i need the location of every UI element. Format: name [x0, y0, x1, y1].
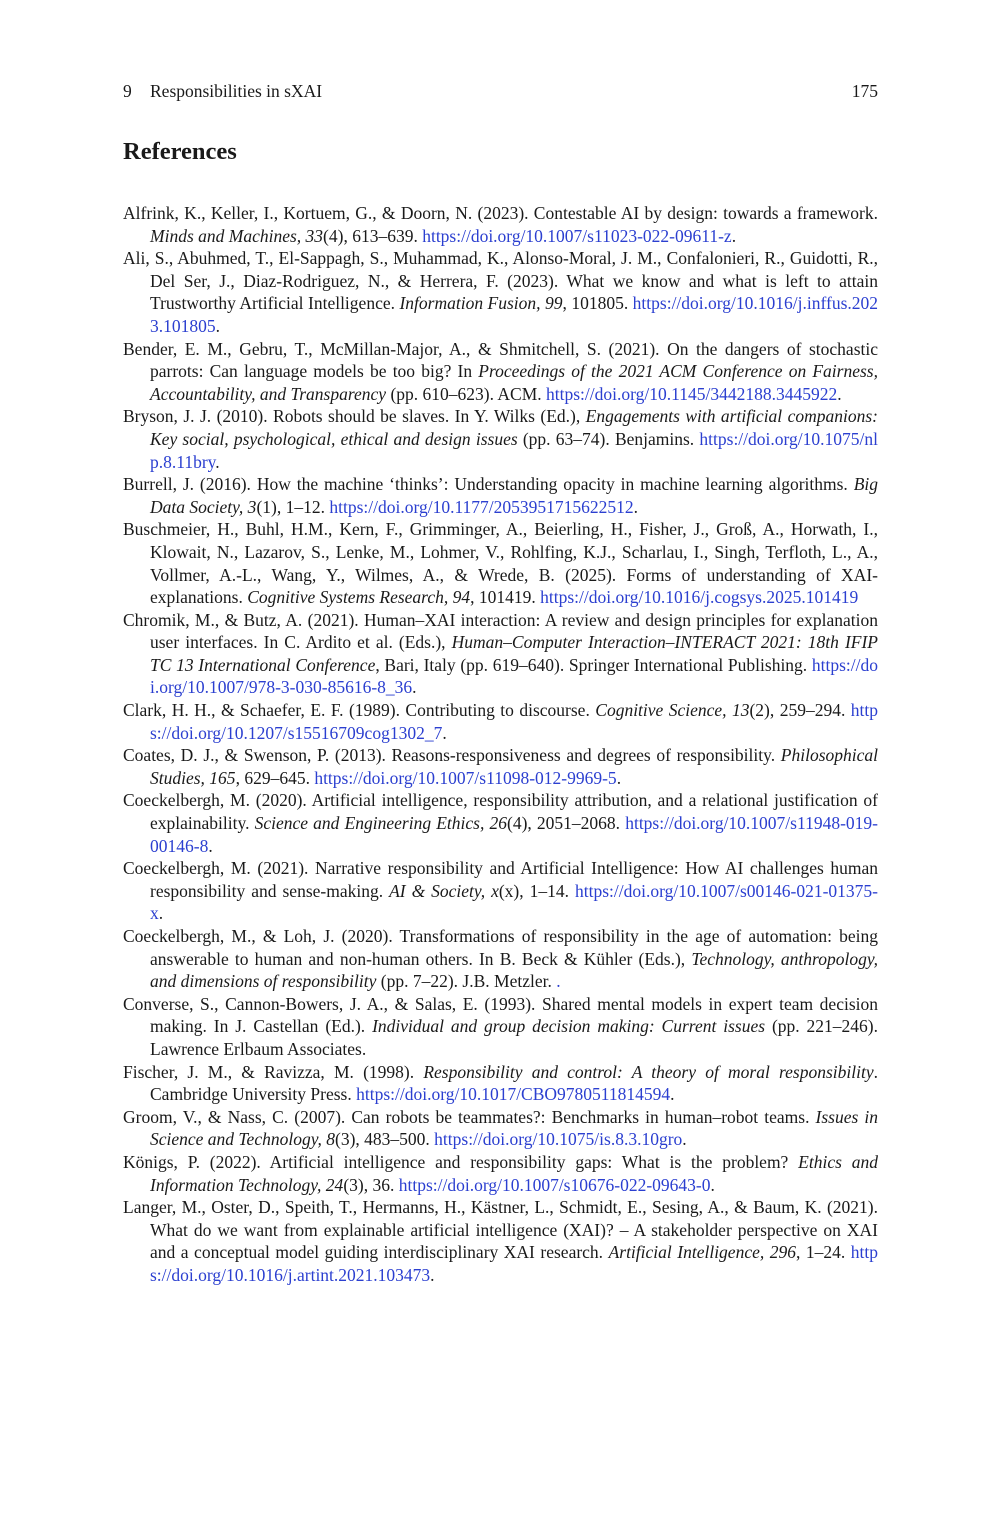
reference-text: Alfrink, K., Keller, I., Kortuem, G., & Doorn, N. (2023). Contestable AI by design: towards a framework.: [123, 203, 878, 223]
reference-text: (3), 483–500.: [335, 1129, 435, 1150]
section-title: References: [123, 138, 237, 165]
reference-text: .: [682, 1129, 687, 1150]
reference-entry: [123, 744, 878, 789]
reference-text: Königs, P. (2022). Artificial intelligence and responsibility gaps: What is the problem?: [123, 1151, 799, 1172]
reference-text: Coates, D. J., & Swenson, P. (2013). Reasons-responsiveness and degrees of responsibility.: [123, 745, 781, 766]
reference-source-title: Responsibility and control: A theory of moral responsibility: [423, 1061, 874, 1082]
reference-text: .: [731, 225, 737, 246]
doi-link[interactable]: https://doi.org/10.1075/is.8.3.10gro: [434, 1129, 683, 1150]
reference-source-title: Cognitive Systems Research, 94: [247, 587, 471, 608]
reference-text: , 101419.: [470, 587, 541, 608]
reference-text: . Cambridge University Press.: [150, 1061, 879, 1105]
reference-source-title: Artificial Intelligence, 296: [608, 1242, 796, 1263]
reference-text: (1), 1–12.: [256, 496, 330, 517]
reference-text: Converse, S., Cannon-Bowers, J. A., & Salas, E. (1993). Shared mental models in expert team decision making. In J. Castellan (Ed.).: [123, 993, 878, 1037]
reference-text: (4), 613–639.: [323, 225, 423, 246]
reference-text: Bender, E. M., Gebru, T., McMillan-Major, A., & Shmitchell, S. (2021). On the dangers of stochastic parrots: Can language models be too big? In: [123, 338, 878, 382]
reference-text: , 101805.: [562, 293, 633, 314]
reference-text: Buschmeier, H., Buhl, H.M., Kern, F., Grimminger, A., Beierling, H., Fisher, J., Groß, A., Horwath, I., Klowait, N., Lazarov, S., Lenke, M., Lohmer, V., Rohlfing, K.J., Scharlau, I., Singh, Terfloth, L., A., Vollmer, A.-L., Wang, Y., Wilmes, A., & Wrede, B. (2025). Forms of understanding of XAI-explanations.: [123, 519, 878, 608]
reference-entry: [123, 857, 878, 925]
reference-source-title: Individual and group decision making: Current issues: [372, 1016, 766, 1037]
reference-text: Coeckelbergh, M. (2021). Narrative responsibility and Artificial Intelligence: How AI challenges human responsibility and sense-making.: [123, 858, 878, 901]
reference-text: (x), 1–14.: [498, 880, 575, 901]
reference-entry: [123, 789, 878, 857]
reference-source-title: AI & Society, x: [389, 880, 499, 901]
reference-text: , Bari, Italy (pp. 619–640). Springer International Publishing.: [375, 654, 812, 675]
doi-link[interactable]: https://doi.org/10.1207/s15516709cog1302_7: [150, 700, 878, 743]
reference-text: , 629–645.: [235, 767, 315, 788]
reference-text: (pp. 221–246). Lawrence Erlbaum Associates.: [150, 1016, 878, 1059]
doi-link[interactable]: https://doi.org/10.1007/s11948-019-00146-8: [150, 813, 878, 856]
reference-text: Langer, M., Oster, D., Speith, T., Hermanns, H., Kästner, L., Schmidt, E., Sesing, A., & Baum, K. (2021). What do we want from explainable artificial intelligence (XAI)? – A stakeholder perspective on XAI and a conceptual model guiding interdisciplinary XAI research.: [123, 1197, 878, 1263]
reference-entry: [123, 405, 878, 473]
doi-link[interactable]: https://doi.org/10.1177/2053951715622512: [329, 496, 634, 517]
reference-text: Ali, S., Abuhmed, T., El-Sappagh, S., Muhammad, K., Alonso-Moral, J. M., Confalonieri, R., Guidotti, R., Del Ser, J., Diaz-Rodriguez, N., & Herrera, F. (2023). What we know and what is left to attain Trustworthy Artificial Intelligence.: [123, 248, 878, 314]
reference-source-title: Ethics and Information Technology, 24: [150, 1151, 878, 1195]
reference-text: .: [215, 315, 220, 336]
reference-source-title: Proceedings of the 2021 ACM Conference on Fairness, Accountability, and Transparency: [150, 361, 878, 404]
reference-source-title: Big Data Society, 3: [150, 474, 878, 517]
reference-list: [123, 202, 878, 1287]
reference-entry: [123, 699, 878, 744]
reference-text: Coeckelbergh, M., & Loh, J. (2020). Transformations of responsibility in the age of automation: being answerable to human and non-human others. In B. Beck & Kühler (Eds.),: [123, 926, 878, 969]
reference-text: Groom, V., & Nass, C. (2007). Can robots be teammates?: Benchmarks in human–robot teams.: [123, 1106, 816, 1127]
reference-entry: [123, 993, 878, 1061]
reference-text: Clark, H. H., & Schaefer, E. F. (1989). Contributing to discourse.: [123, 700, 596, 721]
reference-text: .: [633, 496, 639, 517]
reference-text: .: [215, 451, 220, 472]
reference-source-title: Issues in Science and Technology, 8: [150, 1106, 879, 1150]
reference-text: .: [430, 1264, 435, 1285]
reference-source-title: Science and Engineering Ethics, 26: [254, 813, 507, 834]
doi-link[interactable]: https://doi.org/10.1075/nlp.8.11bry: [150, 428, 878, 472]
reference-text: (3), 36.: [343, 1174, 399, 1195]
page-number: 175: [851, 81, 878, 101]
reference-text: Fischer, J. M., & Ravizza, M. (1998).: [123, 1061, 424, 1082]
reference-source-title: Human–Computer Interaction–INTERACT 2021: 18th IFIP TC 13 International Conference: [150, 632, 878, 675]
doi-link[interactable]: .: [556, 971, 561, 992]
doi-link[interactable]: https://doi.org/10.1145/3442188.3445922: [546, 383, 838, 404]
doi-link[interactable]: https://doi.org/10.1016/j.inffus.2023.101805: [150, 293, 879, 336]
reference-source-title: Engagements with artificial companions: Key social, psychological, ethical and design issues: [150, 406, 878, 449]
doi-link[interactable]: https://doi.org/10.1007/s10676-022-09643-0: [398, 1174, 711, 1195]
doi-link[interactable]: https://doi.org/10.1007/s11023-022-09611-z: [422, 225, 732, 246]
doi-link[interactable]: https://doi.org/10.1016/j.cogsys.2025.101419: [540, 587, 859, 608]
reference-text: (pp. 7–22). J.B. Metzler.: [376, 971, 557, 992]
doi-link[interactable]: https://doi.org/10.1016/j.artint.2021.103473: [150, 1242, 878, 1285]
doi-link[interactable]: https://doi.org/10.1007/978-3-030-85616-8_36: [150, 654, 878, 698]
reference-text: Chromik, M., & Butz, A. (2021). Human–XAI interaction: A review and design principles for explanation user interfaces. In C. Ardito et al. (Eds.),: [123, 609, 878, 653]
reference-text: Bryson, J. J. (2010). Robots should be slaves. In Y. Wilks (Ed.),: [123, 406, 586, 427]
reference-source-title: Philosophical Studies, 165: [150, 745, 878, 788]
reference-text: .: [710, 1174, 715, 1195]
reference-entry: [123, 473, 878, 518]
reference-entry: [123, 1106, 878, 1151]
reference-text: .: [442, 722, 447, 743]
reference-text: (pp. 63–74). Benjamins.: [517, 428, 700, 449]
reference-text: (pp. 610–623). ACM.: [386, 383, 546, 404]
running-head: [123, 79, 878, 103]
reference-text: (2), 259–294.: [749, 700, 851, 721]
reference-text: .: [158, 903, 164, 924]
reference-text: .: [670, 1084, 675, 1105]
reference-text: , 1–24.: [796, 1242, 851, 1263]
reference-text: .: [616, 767, 622, 788]
chapter-number: 9: [123, 81, 132, 101]
reference-entry: [123, 609, 878, 699]
reference-text: Coeckelbergh, M. (2020). Artificial intelligence, responsibility attribution, and a relational justification of explainability.: [123, 790, 878, 834]
reference-entry: [123, 202, 878, 247]
reference-source-title: Minds and Machines, 33: [150, 225, 324, 246]
reference-entry: [123, 247, 878, 337]
reference-text: .: [208, 835, 213, 856]
doi-link[interactable]: https://doi.org/10.1007/s00146-021-01375-x: [150, 880, 878, 924]
chapter-title: Responsibilities in sXAI: [150, 81, 323, 101]
reference-entry: [123, 1151, 878, 1196]
reference-entry: [123, 338, 878, 406]
reference-text: (4), 2051–2068.: [507, 813, 626, 834]
reference-text: Burrell, J. (2016). How the machine ‘thinks’: Understanding opacity in machine learning algorithms.: [123, 474, 854, 495]
reference-entry: [123, 1061, 878, 1106]
reference-source-title: Information Fusion, 99: [399, 293, 563, 314]
doi-link[interactable]: https://doi.org/10.1017/CBO9780511814594: [356, 1084, 671, 1105]
doi-link[interactable]: https://doi.org/10.1007/s11098-012-9969-5: [314, 767, 617, 788]
reference-text: .: [837, 383, 842, 404]
reference-source-title: Cognitive Science, 13: [595, 700, 750, 721]
reference-entry: [123, 1196, 878, 1286]
reference-source-title: Technology, anthropology, and dimensions of responsibility: [150, 948, 878, 992]
reference-text: .: [412, 677, 417, 698]
reference-entry: [123, 925, 878, 993]
reference-entry: [123, 518, 878, 608]
